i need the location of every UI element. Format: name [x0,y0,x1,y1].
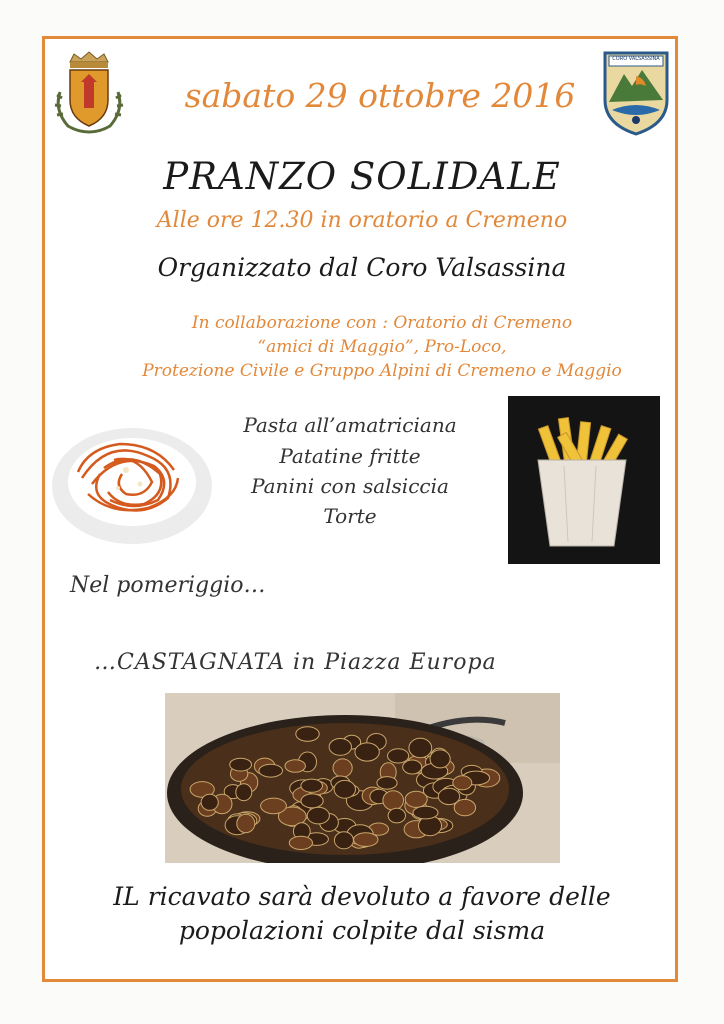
event-title: PRANZO SOLIDALE [163,155,561,198]
castagnata-line: …CASTAGNATA in Piazza Europa [94,650,497,675]
menu-item-1: Pasta all’amatriciana [243,413,457,437]
collaboration-line-3: Protezione Civile e Gruppo Alpini di Cremeno e Maggio [142,361,622,381]
logo-right-text: CORO VALSASSINA [612,56,660,62]
collaboration-line-1: In collaborazione con : Oratorio di Cremeno [191,313,573,333]
menu-item-4: Torte [323,504,377,528]
menu-item-2: Patatine fritte [279,444,421,468]
coat-of-arms-logo [48,48,130,138]
menu-item-3: Panini con salsiccia [251,474,449,498]
footer-line-1: IL ricavato sarà devoluto a favore delle [113,882,611,911]
afternoon-heading: Nel pomeriggio… [70,573,266,598]
event-date: sabato 29 ottobre 2016 [184,76,576,115]
chestnuts-image [165,693,560,863]
organizer-line: Organizzato dal Coro Valsassina [157,253,567,282]
collaboration-line-2: “amici di Maggio”, Pro-Loco, [257,337,507,357]
footer-line-2: popolazioni colpite dal sisma [178,916,546,945]
event-time-place: Alle ore 12.30 in oratorio a Cremeno [156,208,568,233]
pasta-image [48,408,216,548]
fries-image [508,396,660,564]
